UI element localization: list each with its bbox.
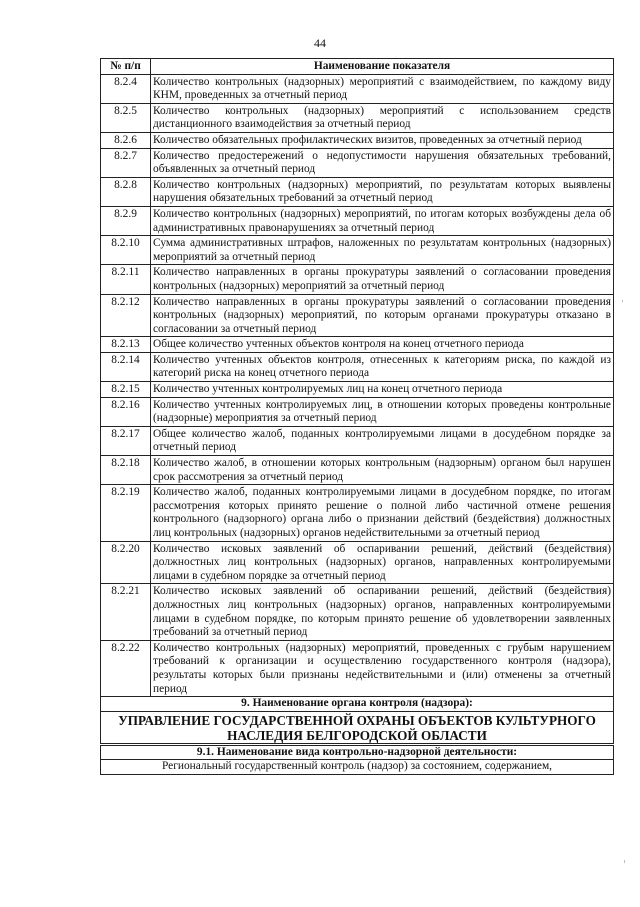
table-row [101, 74, 614, 103]
scan-edge-mark [622, 300, 623, 302]
row-number: 8.2.21 [101, 584, 151, 640]
row-number: 8.2.9 [101, 206, 151, 235]
table-row [101, 103, 614, 132]
row-description: Количество жалоб, поданных контролируемыми лицами в досудебном порядке, по итогам рассмотрения которых принято решение о полной либо частичной отмене решения контрольного (надзорного) органа либо о признании действий (бездействия) должностных лиц контрольных (надзорных) органов недействительными за отчетный период [151, 485, 614, 541]
row-description: Количество жалоб, в отношении которых контрольным (надзорным) органом был нарушен срок рассмотрения за отчетный период [151, 456, 614, 485]
table-row [101, 640, 614, 696]
row-description: Сумма административных штрафов, наложенных по результатам контрольных (надзорных) мероприятий за отчетный период [151, 236, 614, 265]
row-description: Количество направленных в органы прокуратуры заявлений о согласовании проведения контрольных (надзорных) мероприятий, по которым органами прокуратуры отказано в согласовании за отчетный период [151, 294, 614, 337]
table-row [101, 337, 614, 353]
row-number: 8.2.22 [101, 640, 151, 696]
section-9-1-text-row [101, 760, 614, 775]
row-number: 8.2.14 [101, 352, 151, 381]
row-number: 8.2.16 [101, 397, 151, 426]
row-description: Количество учтенных контролируемых лиц на конец отчетного периода [151, 382, 614, 398]
row-number: 8.2.4 [101, 74, 151, 103]
table-row [101, 382, 614, 398]
table-row [101, 236, 614, 265]
row-number: 8.2.10 [101, 236, 151, 265]
row-number: 8.2.20 [101, 541, 151, 584]
indicators-table [100, 58, 614, 775]
table-row [101, 584, 614, 640]
row-description: Количество исковых заявлений об оспаривании решений, действий (бездействия) должностных лиц контрольных (надзорных) органов, направленных контролируемыми лицами в судебном порядке за отчетный период [151, 541, 614, 584]
table-row [101, 132, 614, 148]
row-number: 8.2.8 [101, 177, 151, 206]
row-number: 8.2.12 [101, 294, 151, 337]
section-9-title: 9. Наименование органа контроля (надзора): [101, 697, 614, 712]
agency-name: УПРАВЛЕНИЕ ГОСУДАРСТВЕННОЙ ОХРАНЫ ОБЪЕКТОВ КУЛЬТУРНОГО НАСЛЕДИЯ БЕЛГОРОДСКОЙ ОБЛАСТИ [101, 711, 614, 744]
section-9-1-title: 9.1. Наименование вида контрольно-надзорной деятельности: [101, 744, 614, 760]
row-description: Количество исковых заявлений об оспаривании решений, действий (бездействия) должностных лиц контрольных (надзорных) органов, направленных контролируемыми лицами в судебном порядке, по которым принято решение об удовлетворении заявленных требований за отчетный период [151, 584, 614, 640]
row-number: 8.2.18 [101, 456, 151, 485]
row-description: Общее количество жалоб, поданных контролируемыми лицами в досудебном порядке за отчетный период [151, 426, 614, 455]
row-description: Количество контрольных (надзорных) мероприятий с взаимодействием, по каждому виду КНМ, проведенных за отчетный период [151, 74, 614, 103]
table-row [101, 456, 614, 485]
row-number: 8.2.19 [101, 485, 151, 541]
row-number: 8.2.7 [101, 148, 151, 177]
row-description: Количество контрольных (надзорных) мероприятий, по итогам которых возбуждены дела об административных правонарушениях за отчетный период [151, 206, 614, 235]
row-description: Количество контрольных (надзорных) мероприятий, проведенных с грубым нарушением требований к организации и осуществлению государственного контроля (надзора), результаты которых были признаны недействительными и (или) отменены за отчетный период [151, 640, 614, 696]
table-row [101, 206, 614, 235]
row-description: Количество учтенных объектов контроля, отнесенных к категориям риска, по каждой из категорий риска на конец отчетного периода [151, 352, 614, 381]
row-description: Количество направленных в органы прокуратуры заявлений о согласовании проведения контрольных (надзорных) мероприятий за отчетный период [151, 265, 614, 294]
table-row [101, 352, 614, 381]
table-row [101, 541, 614, 584]
section-9-1-text: Региональный государственный контроль (надзор) за состоянием, содержанием, [101, 760, 614, 775]
table-row [101, 397, 614, 426]
column-header-number: № п/п [101, 59, 151, 75]
row-description: Количество контрольных (надзорных) мероприятий, по результатам которых выявлены нарушения обязательных требований за отчетный период [151, 177, 614, 206]
row-number: 8.2.11 [101, 265, 151, 294]
row-description: Количество учтенных контролируемых лиц, в отношении которых проведены контрольные (надзорные) мероприятия за отчетный период [151, 397, 614, 426]
table-row [101, 485, 614, 541]
row-number: 8.2.13 [101, 337, 151, 353]
column-header-name: Наименование показателя [151, 59, 614, 75]
section-9-1-title-row [101, 744, 614, 760]
table-row [101, 426, 614, 455]
table-row [101, 177, 614, 206]
page-number: 44 [314, 36, 326, 50]
row-description: Количество обязательных профилактических визитов, проведенных за отчетный период [151, 132, 614, 148]
agency-name-row [101, 711, 614, 744]
table-row [101, 294, 614, 337]
row-number: 8.2.5 [101, 103, 151, 132]
row-description: Количество контрольных (надзорных) мероприятий с использованием средств дистанционного взаимодействия за отчетный период [151, 103, 614, 132]
section-9-title-row [101, 697, 614, 712]
row-description: Количество предостережений о недопустимости нарушения обязательных требований, объявленных за отчетный период [151, 148, 614, 177]
row-number: 8.2.17 [101, 426, 151, 455]
scan-edge-mark [624, 860, 625, 863]
table-row [101, 265, 614, 294]
row-description: Общее количество учтенных объектов контроля на конец отчетного периода [151, 337, 614, 353]
table-row [101, 148, 614, 177]
row-number: 8.2.6 [101, 132, 151, 148]
row-number: 8.2.15 [101, 382, 151, 398]
table-header-row [101, 59, 614, 75]
